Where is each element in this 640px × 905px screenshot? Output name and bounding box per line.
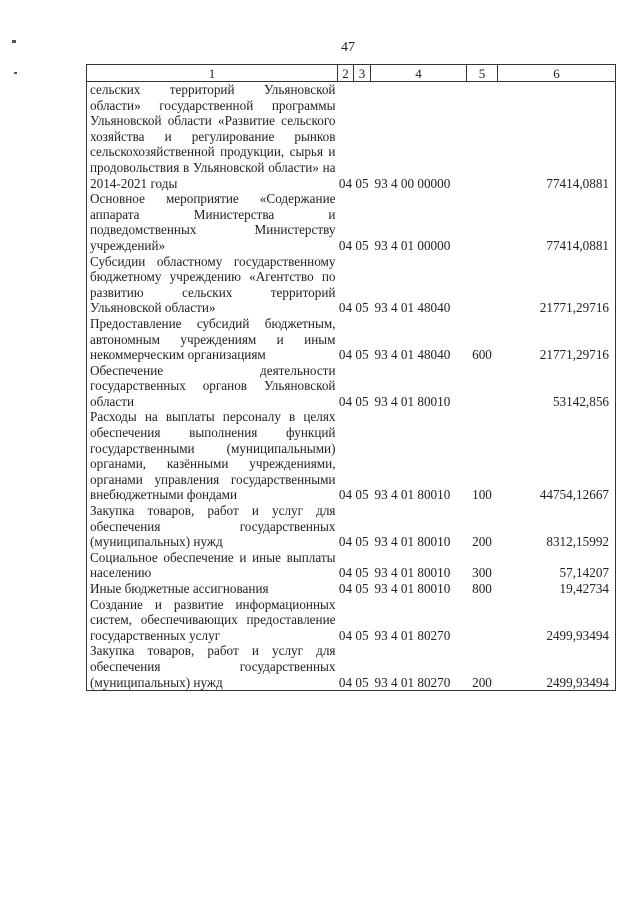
- target-article-code: 93 4 01 48040: [374, 347, 451, 363]
- column-header: 3: [354, 65, 371, 82]
- expense-type-code: [467, 82, 498, 192]
- subsection-code: 05: [355, 237, 369, 253]
- section-code: 04: [338, 487, 353, 503]
- amount: 77414,0881: [498, 82, 616, 192]
- table-row: [87, 191, 616, 253]
- row-name: Субсидии областному государственному бюджетному учреждению «Агентство по развитию сельских территорий Ульяновской области»: [87, 254, 338, 316]
- target-article-code: 93 4 01 80010: [374, 581, 451, 596]
- expense-type-code: 800: [472, 581, 492, 596]
- amount: 53142,856: [498, 363, 616, 410]
- scan-mark: [14, 72, 17, 74]
- amount: 21771,29716: [498, 254, 616, 316]
- amount: 44754,12667: [498, 409, 616, 503]
- section-code: 04: [338, 643, 354, 690]
- subsection-code: 05: [354, 643, 371, 690]
- amount: 2499,93494: [498, 643, 616, 690]
- subsection-code: 05: [355, 565, 369, 581]
- table-row: [87, 550, 616, 581]
- table-row: [87, 581, 616, 597]
- subsection-code: 05: [355, 347, 369, 363]
- expense-type-code: 300: [472, 565, 492, 581]
- amount: 19,42734: [498, 581, 616, 597]
- section-code: 04: [338, 175, 353, 191]
- section-code: 04: [338, 237, 353, 253]
- column-header: 2: [338, 65, 354, 82]
- section-code: 04: [338, 581, 353, 596]
- table-header-row: [87, 65, 616, 82]
- section-code: 04: [338, 534, 353, 550]
- row-name: Обеспечение деятельности государственных органов Ульяновской области: [87, 363, 338, 410]
- subsection-code: 05: [355, 393, 369, 409]
- target-article-code: 93 4 01 80010: [374, 487, 451, 503]
- table-row: [87, 363, 616, 410]
- expense-type-code: [467, 597, 498, 644]
- section-code: 04: [338, 300, 353, 316]
- subsection-code: 05: [355, 581, 369, 596]
- row-name: Социальное обеспечение и иные выплаты населению: [87, 550, 338, 581]
- section-code: 04: [338, 347, 353, 363]
- expense-type-code: 200: [472, 534, 492, 550]
- page-number: 47: [341, 40, 355, 55]
- column-header: 6: [498, 65, 616, 82]
- section-code: 04: [338, 393, 353, 409]
- amount: 57,14207: [498, 550, 616, 581]
- table-row: [87, 82, 616, 192]
- amount: 8312,15992: [498, 503, 616, 550]
- subsection-code: 05: [355, 627, 369, 643]
- target-article-code: 93 4 01 80010: [374, 393, 451, 409]
- row-name: Расходы на выплаты персоналу в целях обеспечения выполнения функций государственными (муниципальными) органами, казёнными учреждениями, органами управления государственными внебюджетными фондами: [87, 409, 338, 503]
- budget-table: [86, 64, 616, 691]
- amount: 21771,29716: [498, 316, 616, 363]
- table-row: [87, 597, 616, 644]
- target-article-code: 93 4 01 80010: [374, 565, 451, 581]
- table-row: [87, 409, 616, 503]
- amount: 2499,93494: [498, 597, 616, 644]
- subsection-code: 05: [355, 487, 369, 503]
- expense-type-code: [467, 191, 498, 253]
- subsection-code: 05: [355, 534, 369, 550]
- table-row: [87, 643, 616, 690]
- table-row: [87, 254, 616, 316]
- row-name: Закупка товаров, работ и услуг для обеспечения государственных (муниципальных) нужд: [87, 643, 338, 690]
- expense-type-code: [467, 363, 498, 410]
- target-article-code: 93 4 01 80010: [374, 534, 451, 550]
- amount: 77414,0881: [498, 191, 616, 253]
- row-name: Основное мероприятие «Содержание аппарата Министерства и подведомственных Министерству учреждений»: [87, 191, 338, 253]
- expense-type-code: 600: [472, 347, 492, 363]
- target-article-code: 93 4 01 00000: [374, 237, 451, 253]
- row-name: Иные бюджетные ассигнования: [87, 581, 338, 597]
- section-code: 04: [338, 565, 353, 581]
- section-code: 04: [338, 627, 353, 643]
- expense-type-code: 100: [472, 487, 492, 503]
- column-header: 5: [467, 65, 498, 82]
- target-article-code: 93 4 01 48040: [374, 300, 451, 316]
- column-header: 1: [87, 65, 338, 82]
- subsection-code: 05: [355, 300, 369, 316]
- column-header: 4: [371, 65, 467, 82]
- table-row: [87, 503, 616, 550]
- scan-mark: [12, 40, 16, 43]
- subsection-code: 05: [355, 175, 369, 191]
- row-name: Предоставление субсидий бюджетным, автономным учреждениям и иным некоммерческим организациям: [87, 316, 338, 363]
- row-name: Создание и развитие информационных систем, обеспечивающих предоставление государственных услуг: [87, 597, 338, 644]
- target-article-code: 93 4 00 00000: [374, 175, 451, 191]
- target-article-code: 93 4 01 80270: [371, 643, 467, 690]
- expense-type-code: [467, 254, 498, 316]
- table-row: [87, 316, 616, 363]
- row-name: Закупка товаров, работ и услуг для обеспечения государственных (муниципальных) нужд: [87, 503, 338, 550]
- target-article-code: 93 4 01 80270: [374, 627, 451, 643]
- expense-type-code: 200: [467, 643, 498, 690]
- row-name: сельских территорий Ульяновской области» государственной программы Ульяновской области «Развитие сельского хозяйства и регулирование рынков сельскохозяйственной продукции, сырья и продовольствия в Ульяновской области» на 2014-2021 годы: [87, 82, 338, 192]
